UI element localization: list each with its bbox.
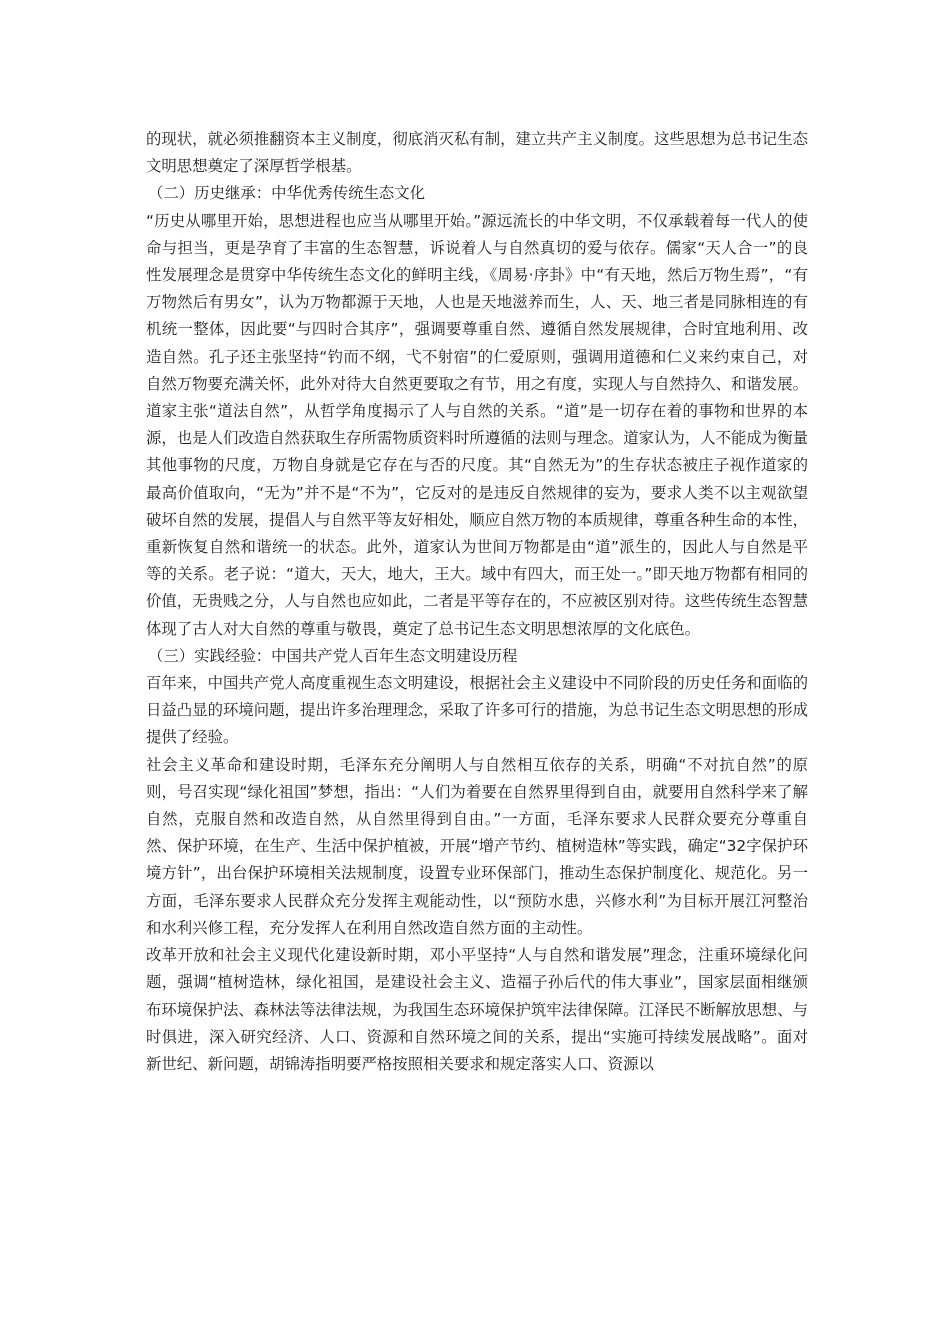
paragraph-opening: 的现状，就必须推翻资本主义制度，彻底消灭私有制，建立共产主义制度。这些思想为总书记生态文明思想奠定了深厚哲学根基。	[146, 130, 808, 176]
section-heading-practice: （三）实践经验：中国共产党人百年生态文明建设历程	[148, 646, 518, 665]
paragraph-reform-era: 改革开放和社会主义现代化建设新时期，邓小平坚持“人与自然和谐发展”理念，注重环境绿化问题，强调“植树造林，绿化祖国，是建设社会主义、造福子孙后代的伟大事业”，国家层面相继颁布环境保护法、森林法等法律法规，为我国生态环境保护筑牢法律保障。江泽民不断解放思想、与时俱进，深入研究经济、人口、资源和自然环境之间的关系，提出“实施可持续发展战略”。面对新世纪、新问题，胡锦涛指明要严格按照相关要求和规定落实人口、资源以	[146, 946, 808, 1073]
paragraph-century-overview: 百年来，中国共产党人高度重视生态文明建设，根据社会主义建设中不同阶段的历史任务和面临的日益凸显的环境问题，提出许多治理理念，采取了许多可行的措施，为总书记生态文明思想的形成提供了经验。	[146, 674, 808, 747]
section-heading-history: （二）历史继承：中华优秀传统生态文化	[148, 184, 426, 203]
paragraph-traditional-ecology: “历史从哪里开始，思想进程也应当从哪里开始。”源远流长的中华文明，不仅承载着每一代人的使命与担当，更是孕育了丰富的生态智慧，诉说着人与自然真切的爱与依存。儒家“天人合一”的良性发展理念是贯穿中华传统生态文化的鲜明主线，《周易·序卦》中“有天地，然后万物生焉”，“有万物然后有男女”，认为万物都源于天地，人也是天地滋养而生，人、天、地三者是同脉相连的有机统一整体，因此要“与四时合其序”，强调要尊重自然、遵循自然发展规律，合时宜地利用、改造自然。孔子还主张坚持“钓而不纲，弋不射宿”的仁爱原则，强调用道德和仁义来约束自己，对自然万物要充满关怀，此外对待大自然更要取之有节，用之有度，实现人与自然持久、和谐发展。道家主张“道法自然”，从哲学角度揭示了人与自然的关系。“道”是一切存在着的事物和世界的本源，也是人们改造自然获取生存所需物质资料时所遵循的法则与理念。道家认为，人不能成为衡量其他事物的尺度，万物自身就是它存在与否的尺度。其“自然无为”的生存状态被庄子视作道家的最高价值取向，“无为”并不是“不为”，它反对的是违反自然规律的妄为，要求人类不以主观欲望破坏自然的发展，提倡人与自然平等友好相处，顺应自然万物的本质规律，尊重各种生命的本性，重新恢复自然和谐统一的状态。此外，道家认为世间万物都是由“道”派生的，因此人与自然是平等的关系。老子说：“道大，天大，地大，王大。域中有四大，而王处一。”即天地万物都有相同的价值，无贵贱之分，人与自然也应如此，二者是平等存在的，不应被区别对待。这些传统生态智慧体现了古人对大自然的尊重与敬畏，奠定了总书记生态文明思想浓厚的文化底色。	[146, 211, 808, 638]
document-page	[146, 126, 808, 1078]
paragraph-mao-era: 社会主义革命和建设时期，毛泽东充分阐明人与自然相互依存的关系，明确“不对抗自然”的原则，号召实现“绿化祖国”梦想，指出：“人们为着要在自然界里得到自由，就要用自然科学来了解自然，克服自然和改造自然，从自然里得到自由。”一方面，毛泽东要求人民群众要充分尊重自然、保护环境，在生产、生活中保护植被，开展“增产节约、植树造林”等实践，确定“32字保护环境方针”，出台保护环境相关法规制度，设置专业环保部门，推动生态保护制度化、规范化。另一方面，毛泽东要求人民群众充分发挥主观能动性，以“预防水患，兴修水利”为目标开展江河整治和水利兴修工程，充分发挥人在利用自然改造自然方面的主动性。	[146, 755, 808, 937]
